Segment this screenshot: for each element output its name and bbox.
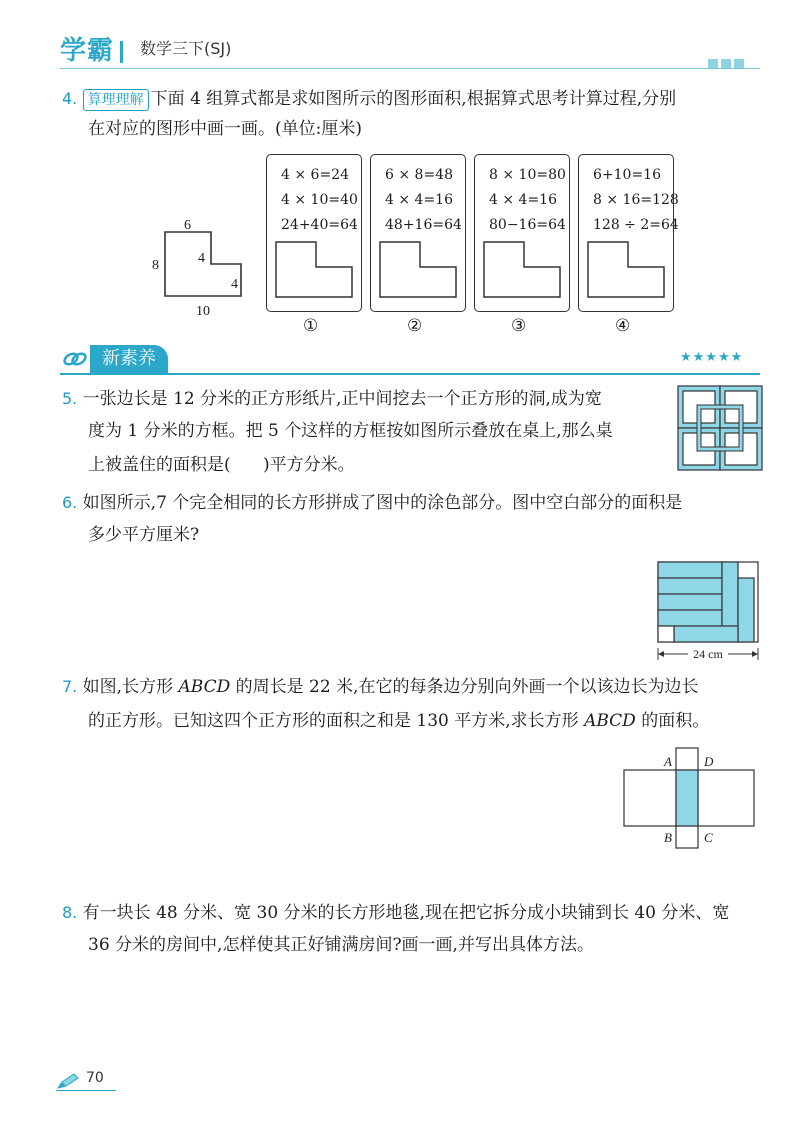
box3-eq2: 4 × 4=16 <box>489 192 557 208</box>
label-c: C <box>704 830 713 845</box>
box3-eq3: 80−16=64 <box>489 217 566 233</box>
q6-text1: 如图所示,7 个完全相同的长方形拼成了图中的涂色部分。图中空白部分的面积是 <box>82 493 683 513</box>
link-icon <box>62 349 88 369</box>
box4-eq1: 6+10=16 <box>593 167 661 183</box>
q7-number: 7. <box>62 677 78 696</box>
box1-eq3: 24+40=64 <box>281 217 358 233</box>
box1-eq2: 4 × 10=40 <box>281 192 358 208</box>
box2-eq3: 48+16=64 <box>385 217 462 233</box>
q8-number: 8. <box>62 903 78 922</box>
q6-line2: 多少平方厘米? <box>88 525 200 545</box>
q5-line2: 度为 1 分米的方框。把 5 个这样的方框按如图所示叠放在桌上,那么桌 <box>88 421 613 441</box>
q8-text1: 有一块长 48 分米、宽 30 分米的长方形地毯,现在把它拆分成小块铺到长 40 分米、宽 <box>82 903 730 923</box>
book-title: 数学三下(SJ) <box>140 39 232 58</box>
footer-rule <box>56 1090 116 1091</box>
box1-label: ① <box>303 316 319 336</box>
q4-box-2 <box>370 154 466 312</box>
box2-eq2: 4 × 4=16 <box>385 192 453 208</box>
box4-shape <box>586 239 668 305</box>
q8-line2: 36 分米的房间中,怎样使其正好铺满房间?画一画,并写出具体方法。 <box>88 935 594 955</box>
q5-frames-figure <box>676 384 766 474</box>
box2-label: ② <box>407 316 423 336</box>
q6-width-label: 24 cm <box>693 647 723 661</box>
dim-inner2: 4 <box>231 277 238 292</box>
box3-label: ③ <box>511 316 527 336</box>
q6-number: 6. <box>62 493 78 512</box>
q6-line1 <box>62 488 772 518</box>
q7-text2a: 的正方形。已知这四个正方形的面积之和是 130 平方米,求长方形 <box>88 711 585 731</box>
q4-box-1 <box>266 154 362 312</box>
label-b: B <box>664 830 672 845</box>
q7-line1 <box>62 672 772 702</box>
box2-eq1: 6 × 8=48 <box>385 167 453 183</box>
header-decoration <box>708 54 747 73</box>
section-rule <box>60 373 760 375</box>
dim-bottom: 10 <box>196 304 210 319</box>
label-d: D <box>704 754 714 769</box>
box3-eq1: 8 × 10=80 <box>489 167 566 183</box>
header-logo <box>60 30 123 67</box>
section-title: 新素养 <box>90 345 168 373</box>
box1-eq1: 4 × 6=24 <box>281 167 349 183</box>
q5-line1 <box>62 384 672 414</box>
q5-text1: 一张边长是 12 分米的正方形纸片,正中间挖去一个正方形的洞,成为宽 <box>82 389 602 409</box>
q4-line2: 在对应的图形中画一画。(单位:厘米) <box>88 119 362 139</box>
pencil-icon <box>56 1072 80 1090</box>
q7-abcd1: ABCD <box>178 677 231 697</box>
box4-label: ④ <box>615 316 631 336</box>
q4-box-4 <box>578 154 679 312</box>
logo-divider <box>120 41 123 63</box>
dim-top: 6 <box>184 218 191 233</box>
difficulty-stars: ★★★★★ <box>680 350 744 365</box>
q4-reference-figure <box>140 210 260 320</box>
box3-shape <box>482 239 564 305</box>
q7-text1b: 的周长是 22 米,在它的每条边分别向外画一个以该边长为边长 <box>230 677 699 697</box>
q5-line3: 上被盖住的面积是( )平方分米。 <box>88 455 355 475</box>
q4-line1: 下面 4 组算式都是求如图所示的图形面积,根据算式思考计算过程,分别 <box>150 89 677 109</box>
q7-text1a: 如图,长方形 <box>82 677 179 697</box>
q7-squares-figure <box>620 744 760 854</box>
q4-number: 4. <box>62 89 78 108</box>
label-a: A <box>664 754 672 769</box>
q7-line2 <box>88 706 778 736</box>
q4-box-3 <box>474 154 570 312</box>
q4-tag: 算理理解 <box>83 89 149 111</box>
header-rule <box>60 68 760 69</box>
logo-text: 学霸 <box>60 36 115 66</box>
box2-shape <box>378 239 460 305</box>
box1-shape <box>274 239 356 305</box>
q7-text2b: 的面积。 <box>635 711 710 731</box>
dim-left: 8 <box>152 258 159 273</box>
dim-inner1: 4 <box>198 251 205 266</box>
page-number: 70 <box>86 1070 104 1086</box>
box4-eq2: 8 × 16=128 <box>593 192 679 208</box>
q6-rectangles-figure <box>652 558 764 664</box>
q7-abcd2: ABCD <box>584 711 636 731</box>
q8-line1 <box>62 898 772 928</box>
box4-eq3: 128 ÷ 2=64 <box>593 217 679 233</box>
q5-number: 5. <box>62 389 78 408</box>
q4-text <box>62 84 762 114</box>
